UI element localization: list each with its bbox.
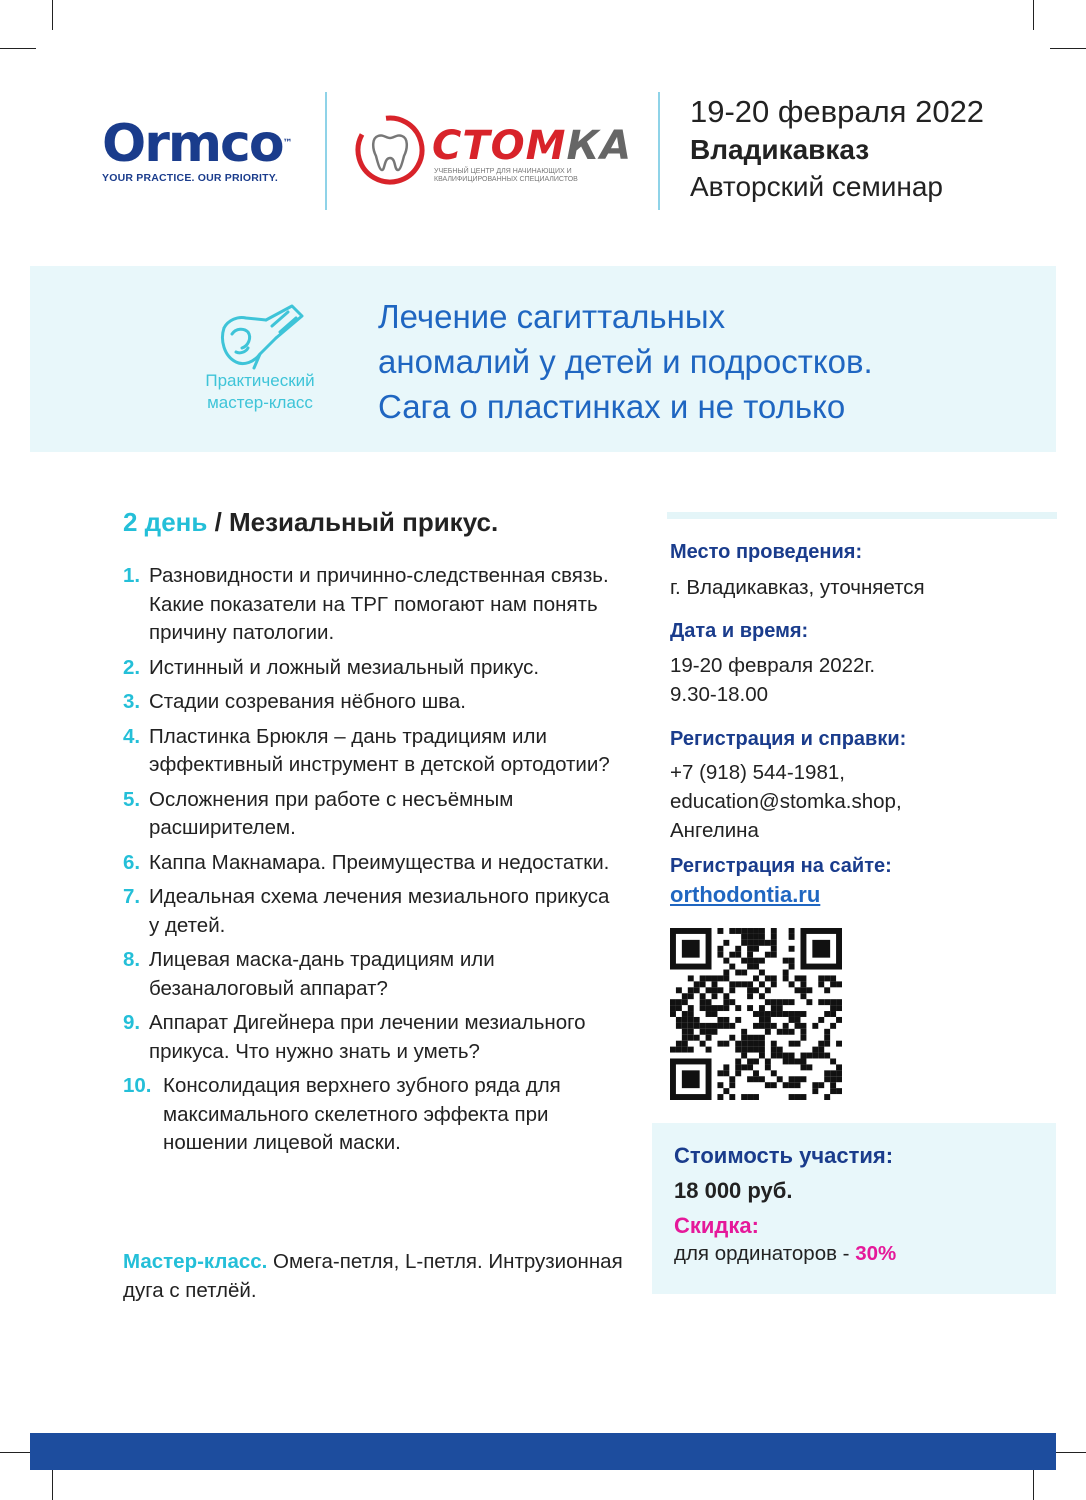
title-line: Сага о пластинках и не только: [378, 388, 846, 425]
item-text: Каппа Макнамара. Преимущества и недостатки.: [149, 850, 610, 874]
registration-contact: Ангелина: [670, 819, 759, 842]
master-class-note: [123, 1248, 643, 1305]
item-text: Идеальная схема лечения мезиального прикуса у детей.: [149, 885, 610, 937]
venue-label: Место проведения:: [670, 541, 863, 563]
stomka-name-tail: КА: [566, 123, 633, 169]
program-list: [123, 562, 623, 1164]
master-class-text: Омега-петля, L-петля. Интрузионная дуга с петлёй.: [123, 1250, 623, 1302]
title-line: Лечение сагиттальных: [378, 298, 726, 335]
ormco-name: Ormco: [102, 114, 283, 174]
item-number: 3.: [123, 690, 141, 713]
datetime-date: 19-20 февраля 2022г.: [670, 654, 876, 677]
discount-label: Скидка:: [674, 1213, 759, 1238]
crop-mark: [52, 1470, 53, 1500]
item-number: 8.: [123, 948, 141, 971]
list-item: [123, 849, 623, 878]
list-item: [123, 688, 623, 717]
day-title: [123, 504, 498, 540]
item-number: 9.: [123, 1011, 141, 1034]
datetime-label: Дата и время:: [670, 620, 809, 642]
item-number: 7.: [123, 885, 141, 908]
tooth-emblem-icon: [354, 114, 426, 186]
discount-description: для ординаторов -: [674, 1242, 856, 1265]
item-number: 4.: [123, 724, 141, 748]
title-line: аномалий у детей и подростков.: [378, 343, 873, 380]
item-number: 2.: [123, 655, 141, 679]
day-number: 2 день: [123, 507, 208, 537]
caption-line: Практический: [205, 371, 315, 390]
discount-text: [674, 1240, 896, 1268]
hand-with-tool-icon: [210, 298, 314, 372]
caption-line: мастер-класс: [207, 393, 313, 412]
event-date: 19-20 февраля 2022: [690, 94, 985, 129]
price-box: [652, 1123, 1056, 1294]
list-item: [123, 723, 623, 780]
footer-bar: [30, 1433, 1056, 1470]
stomka-name: [432, 123, 633, 169]
item-text: Пластинка Брюкля – дань традициям или эффективный инструмент в детской ортодотии?: [149, 724, 610, 776]
datetime-time: 9.30-18.00: [670, 683, 769, 706]
item-text: Разновидности и причинно-следственная связь. Какие показатели на ТРГ помогают нам понять причину патологии.: [149, 564, 609, 644]
list-item: [123, 946, 623, 1003]
item-text: Лицевая маска-дань традициям или безаналоговый аппарат?: [149, 948, 495, 1000]
site-link[interactable]: orthodontia.ru: [670, 882, 821, 907]
seminar-title: [378, 294, 1028, 429]
registration-label: Регистрация и справки:: [670, 728, 907, 750]
header-divider: [325, 92, 327, 210]
title-banner: [30, 266, 1056, 452]
registration-phone: +7 (918) 544-1981,: [670, 761, 845, 784]
event-type: Авторский семинар: [690, 171, 943, 202]
venue-value: г. Владикавказ, уточняется: [670, 576, 925, 599]
event-city: Владикавказ: [690, 134, 870, 165]
qr-code: [670, 928, 842, 1100]
ormco-trademark: ™: [282, 138, 293, 149]
crop-mark: [1033, 0, 1034, 30]
crop-mark: [1050, 48, 1086, 49]
item-text: Стадии созревания нёбного шва.: [149, 690, 466, 713]
registration-email: education@stomka.shop,: [670, 790, 902, 813]
item-number: 10.: [123, 1074, 152, 1097]
list-item: [123, 562, 623, 648]
event-header-info: [690, 92, 1050, 206]
header-divider: [658, 92, 660, 210]
item-text: Осложнения при работе с несъёмным расширителем.: [149, 787, 514, 839]
banner-caption: [170, 370, 350, 414]
discount-percent: 30%: [855, 1242, 897, 1265]
price-value: 18 000 руб.: [674, 1178, 793, 1203]
item-text: Аппарат Дигейнера при лечении мезиального прикуса. Что нужно знать и уметь?: [149, 1011, 586, 1063]
list-item: [123, 1009, 623, 1066]
stomka-name-main: СТОМ: [432, 123, 567, 169]
item-number: 6.: [123, 850, 141, 874]
list-item: [123, 786, 623, 843]
day-topic: / Мезиальный прикус.: [207, 507, 499, 537]
crop-mark: [52, 0, 53, 30]
item-text: Истинный и ложный мезиальный прикус.: [149, 655, 540, 679]
list-item: [123, 883, 623, 940]
price-label: Стоимость участия:: [674, 1143, 894, 1168]
list-item: [123, 1072, 623, 1158]
item-text: Консолидация верхнего зубного ряда для максимального скелетного эффекта при ношении лицевой маски.: [163, 1074, 561, 1154]
master-class-label: Мастер-класс.: [123, 1250, 268, 1273]
info-top-bar: [667, 512, 1057, 519]
ormco-logo: [102, 114, 302, 184]
stomka-logo: [354, 112, 633, 192]
ormco-tagline: YOUR PRACTICE. OUR PRIORITY.: [102, 172, 278, 184]
crop-mark: [1033, 1470, 1034, 1500]
site-registration-label: Регистрация на сайте:: [670, 855, 892, 877]
item-number: 5.: [123, 787, 141, 811]
crop-mark: [0, 48, 36, 49]
stomka-subtitle: УЧЕБНЫЙ ЦЕНТР ДЛЯ НАЧИНАЮЩИХ И КВАЛИФИЦИРОВАННЫХ СПЕЦИАЛИСТОВ: [434, 168, 578, 183]
item-number: 1.: [123, 564, 141, 587]
list-item: [123, 654, 623, 683]
